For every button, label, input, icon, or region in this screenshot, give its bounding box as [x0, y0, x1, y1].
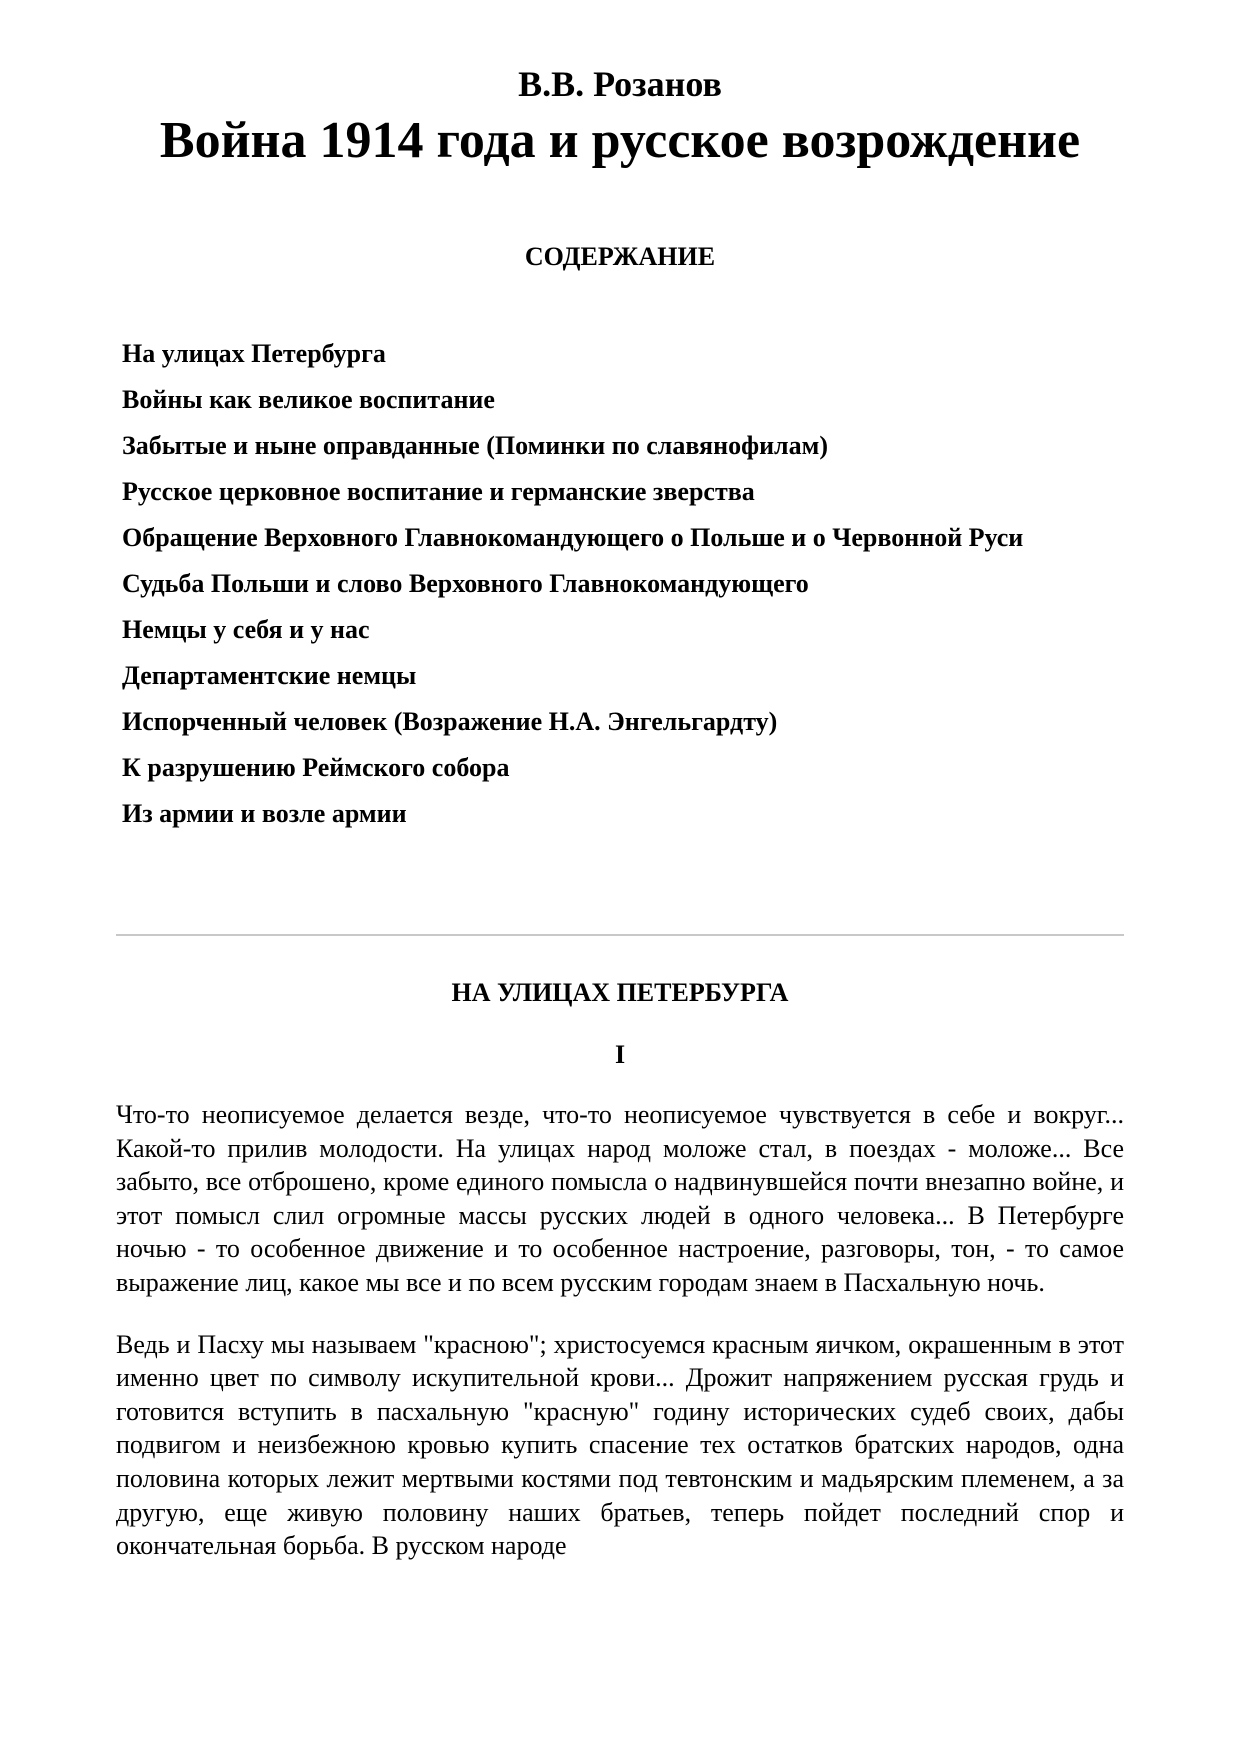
- table-of-contents: [122, 338, 1102, 844]
- toc-item: Войны как великое воспитание: [122, 385, 495, 414]
- toc-item: Судьба Польши и слово Верховного Главнокомандующего: [122, 569, 809, 598]
- section-number: I: [614, 1040, 626, 1069]
- section-heading: НА УЛИЦАХ ПЕТЕРБУРГА: [451, 978, 789, 1007]
- section-body: [116, 1098, 1124, 1591]
- toc-item: Русское церковное воспитание и германские зверства: [122, 477, 755, 506]
- author-name: В.В. Розанов: [518, 64, 722, 104]
- toc-item: Немцы у себя и у нас: [122, 615, 370, 644]
- toc-item: Департаментские немцы: [122, 661, 417, 690]
- toc-item: К разрушению Реймского собора: [122, 753, 510, 782]
- toc-item: Из армии и возле армии: [122, 799, 407, 828]
- body-paragraph: Что-то неописуемое делается везде, что-то неописуемое чувствуется в себе и вокруг... Какой-то прилив молодости. На улицах народ моложе стал, в поездах - моложе... Все забыто, все отброшено, кроме единого помысла о надвинувшейся почти внезапно войне, и этот помысл слил огромные массы русских людей в одного человека... В Петербурге ночью - то особенное движение и то особенное настроение, разговоры, тон, - то самое выражение лиц, какое мы все и по всем русским городам знаем в Пасхальную ночь.: [116, 1100, 1124, 1297]
- section-divider: [116, 934, 1124, 936]
- toc-item: Испорченный человек (Возражение Н.А. Энгельгардту): [122, 707, 778, 736]
- document-title: Война 1914 года и русское возрождение: [159, 112, 1081, 169]
- toc-item: Забытые и ныне оправданные (Поминки по славянофилам): [122, 431, 828, 460]
- toc-heading: СОДЕРЖАНИЕ: [524, 242, 716, 271]
- body-paragraph: Ведь и Пасху мы называем "красною"; христосуемся красным яичком, окрашенным в этот именно цвет по символу искупительной крови... Дрожит напряжением русская грудь и готовится вступить в пасхальную "красную" годину исторических судеб своих, дабы подвигом и неизбежною кровью купить спасение тех остатков братских народов, одна половина которых лежит мертвыми костями под тевтонским и мадьярским племенем, а за другую, еще живую половину наших братьев, теперь пойдет последний спор и окончательная борьба. В русском народе: [116, 1329, 1124, 1561]
- toc-item: На улицах Петербурга: [122, 339, 386, 368]
- toc-item: Обращение Верховного Главнокомандующего о Польше и о Червонной Руси: [122, 523, 1024, 552]
